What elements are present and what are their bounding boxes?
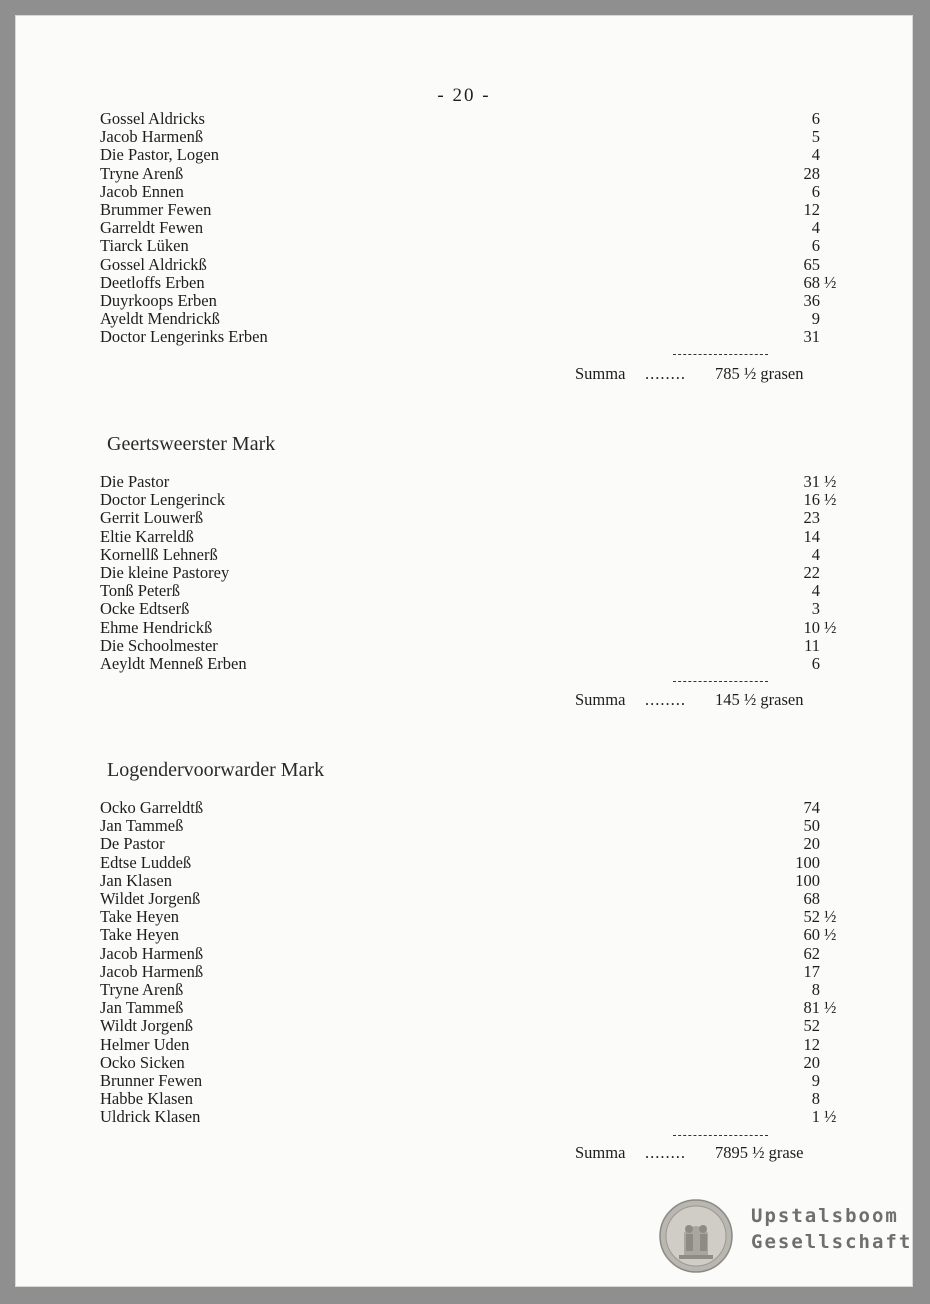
entry-name: Tiarck Lüken [100, 236, 189, 256]
entry-amount: 62 [803, 943, 820, 963]
logo-text-line1: Upstalsboom [751, 1205, 899, 1227]
entry-name: Kornellß Lehnerß [100, 544, 218, 564]
entry-name: Gerrit Louwerß [100, 508, 204, 528]
entry-name: Gossel Aldricks [100, 109, 205, 128]
entry-amount: 11 [804, 635, 820, 655]
summa-label: Summa [575, 1143, 626, 1162]
entry-amount: 6 [811, 181, 820, 201]
entry-name: Take Heyen [100, 907, 180, 927]
summa-value: 7895 ½ grase [715, 1143, 804, 1162]
list-item [100, 292, 860, 310]
list-item [100, 1072, 860, 1090]
entry-name: Eltie Karreldß [100, 526, 194, 546]
list-item [100, 999, 860, 1017]
entry-amount: 9 [811, 309, 820, 329]
entry-fraction: ½ [824, 1107, 837, 1127]
entry-name: Tonß Peterß [100, 581, 180, 601]
entry-amount: 8 [811, 980, 820, 999]
entry-name: Wildt Jorgenß [100, 1016, 193, 1036]
entry-amount: 1 [811, 1107, 820, 1127]
summa-dots: ........ [645, 364, 686, 383]
list-item [100, 963, 860, 981]
entry-name: Deetloffs Erben [100, 272, 205, 292]
entry-fraction: ½ [824, 490, 837, 510]
entry-name: Ocke Edtserß [100, 599, 190, 619]
list-item [100, 219, 860, 237]
entry-name: Habbe Klasen [100, 1089, 194, 1109]
entry-amount: 20 [803, 834, 820, 854]
summa-value: 145 ½ grasen [715, 690, 804, 709]
summa-value: 785 ½ grasen [715, 364, 804, 383]
entry-name: Gossel Aldrickß [100, 254, 207, 274]
list-item [100, 908, 860, 926]
list-item [100, 1017, 860, 1035]
entry-fraction: ½ [824, 907, 837, 927]
list-item [100, 528, 860, 546]
summa-row [575, 364, 803, 384]
entry-name: Brunner Fewen [100, 1071, 203, 1090]
list-item [100, 890, 860, 908]
sum-separator [673, 354, 768, 355]
entry-amount: 20 [803, 1052, 820, 1072]
list-item [100, 945, 860, 963]
summa-row [575, 1143, 803, 1163]
list-item [100, 872, 860, 890]
entry-amount: 23 [803, 508, 820, 528]
section-heading: Geertsweerster Mark [107, 433, 276, 455]
list-item [100, 1054, 860, 1072]
list-item [100, 183, 860, 201]
sum-separator [673, 681, 768, 682]
summa-label: Summa [575, 690, 626, 709]
entry-name: Jacob Ennen [100, 181, 184, 201]
list-item [100, 328, 860, 346]
entry-name: Jacob Harmenß [100, 943, 204, 963]
entry-name: Ehme Hendrickß [100, 617, 213, 637]
entry-name: Tryne Arenß [100, 980, 184, 999]
summa-label: Summa [575, 364, 626, 383]
entry-amount: 22 [803, 563, 820, 582]
entry-name: Jacob Harmenß [100, 127, 204, 147]
entry-amount: 81 [803, 998, 820, 1018]
entry-amount: 4 [811, 581, 820, 601]
list-item [100, 509, 860, 527]
entry-amount: 50 [803, 816, 820, 836]
entry-amount: 17 [803, 961, 820, 981]
entry-name: Doctor Lengerinck [100, 490, 226, 510]
entry-amount: 4 [811, 145, 820, 165]
summa-dots: ........ [645, 690, 686, 709]
entry-amount: 36 [803, 291, 820, 310]
entry-amount: 8 [811, 1089, 820, 1109]
entry-amount: 4 [811, 544, 820, 564]
list-item [100, 201, 860, 219]
entry-fraction: ½ [824, 925, 837, 945]
list-item [100, 237, 860, 255]
entry-name: Ocko Sicken [100, 1052, 185, 1072]
entry-name: Take Heyen [100, 925, 180, 945]
list-item [100, 1090, 860, 1108]
entry-amount: 5 [811, 127, 820, 147]
entry-amount: 6 [811, 109, 820, 128]
sum-separator [673, 1135, 768, 1136]
list-item [100, 1108, 860, 1126]
section-heading: Logendervoorwarder Mark [107, 759, 325, 781]
list-item [100, 274, 860, 292]
list-item [100, 926, 860, 944]
list-item [100, 655, 860, 673]
entry-name: Jan Tammeß [100, 816, 184, 836]
entry-amount: 68 [803, 889, 820, 908]
entry-name: Edtse Luddeß [100, 852, 192, 872]
list-item [100, 817, 860, 835]
entry-amount: 31 [803, 472, 820, 491]
entry-amount: 31 [803, 327, 820, 347]
upstalsboom-logo [659, 1199, 913, 1275]
logo-text-line2: Gesellschaft [751, 1231, 913, 1253]
entry-amount: 3 [811, 599, 820, 619]
summa-dots: ........ [645, 1143, 686, 1162]
list-item [100, 473, 860, 491]
entry-amount: 16 [803, 490, 820, 510]
entry-name: Duyrkoops Erben [100, 291, 217, 310]
entry-name: Tryne Arenß [100, 163, 184, 183]
entry-name: De Pastor [100, 834, 165, 854]
entry-name: Uldrick Klasen [100, 1107, 201, 1127]
entry-name: Wildet Jorgenß [100, 889, 201, 908]
list-item [100, 835, 860, 853]
entry-name: Jacob Harmenß [100, 961, 204, 981]
list-item [100, 110, 860, 128]
list-item [100, 582, 860, 600]
entry-name: Aeyldt Menneß Erben [100, 654, 247, 673]
entry-amount: 52 [803, 907, 820, 927]
list-item [100, 564, 860, 582]
list-item [100, 256, 860, 274]
entry-amount: 52 [803, 1016, 820, 1036]
entry-fraction: ½ [824, 272, 837, 292]
entry-fraction: ½ [824, 617, 837, 637]
list-item [100, 637, 860, 655]
list-item [100, 619, 860, 637]
entry-fraction: ½ [824, 472, 837, 491]
entry-name: Ocko Garreldtß [100, 798, 204, 817]
entry-name: Die Pastor, Logen [100, 145, 219, 165]
entry-amount: 28 [803, 163, 820, 183]
summa-row [575, 690, 803, 710]
list-item [100, 981, 860, 999]
entry-name: Die Pastor [100, 472, 170, 491]
entry-name: Die kleine Pastorey [100, 563, 230, 582]
entry-amount: 6 [811, 654, 820, 673]
entry-amount: 100 [795, 852, 820, 872]
list-item [100, 799, 860, 817]
entry-name: Jan Tammeß [100, 998, 184, 1018]
entry-amount: 68 [803, 272, 820, 292]
list-item [100, 491, 860, 509]
list-item [100, 146, 860, 164]
entry-amount: 9 [811, 1071, 820, 1090]
seal-icon [659, 1199, 733, 1273]
entry-name: Die Schoolmester [100, 635, 218, 655]
list-item [100, 310, 860, 328]
entry-amount: 12 [803, 200, 820, 219]
entry-amount: 4 [811, 218, 820, 238]
list-item [100, 546, 860, 564]
page-number: - 20 - [437, 85, 491, 106]
entry-amount: 100 [795, 870, 820, 890]
entry-amount: 74 [803, 798, 820, 817]
entry-name: Doctor Lengerinks Erben [100, 327, 268, 347]
list-item [100, 165, 860, 183]
list-item [100, 128, 860, 146]
document-page [15, 15, 913, 1287]
entry-name: Brummer Fewen [100, 200, 212, 219]
entry-amount: 60 [803, 925, 820, 945]
entry-amount: 14 [803, 526, 820, 546]
entry-fraction: ½ [824, 998, 837, 1018]
entry-amount: 10 [803, 617, 820, 637]
entry-amount: 12 [803, 1034, 820, 1054]
entry-name: Ayeldt Mendrickß [100, 309, 220, 329]
entry-name: Garreldt Fewen [100, 218, 204, 238]
entry-name: Helmer Uden [100, 1034, 190, 1054]
entry-amount: 65 [803, 254, 820, 274]
list-item [100, 1036, 860, 1054]
list-item [100, 600, 860, 618]
entry-amount: 6 [811, 236, 820, 256]
list-item [100, 854, 860, 872]
entry-name: Jan Klasen [100, 870, 172, 890]
